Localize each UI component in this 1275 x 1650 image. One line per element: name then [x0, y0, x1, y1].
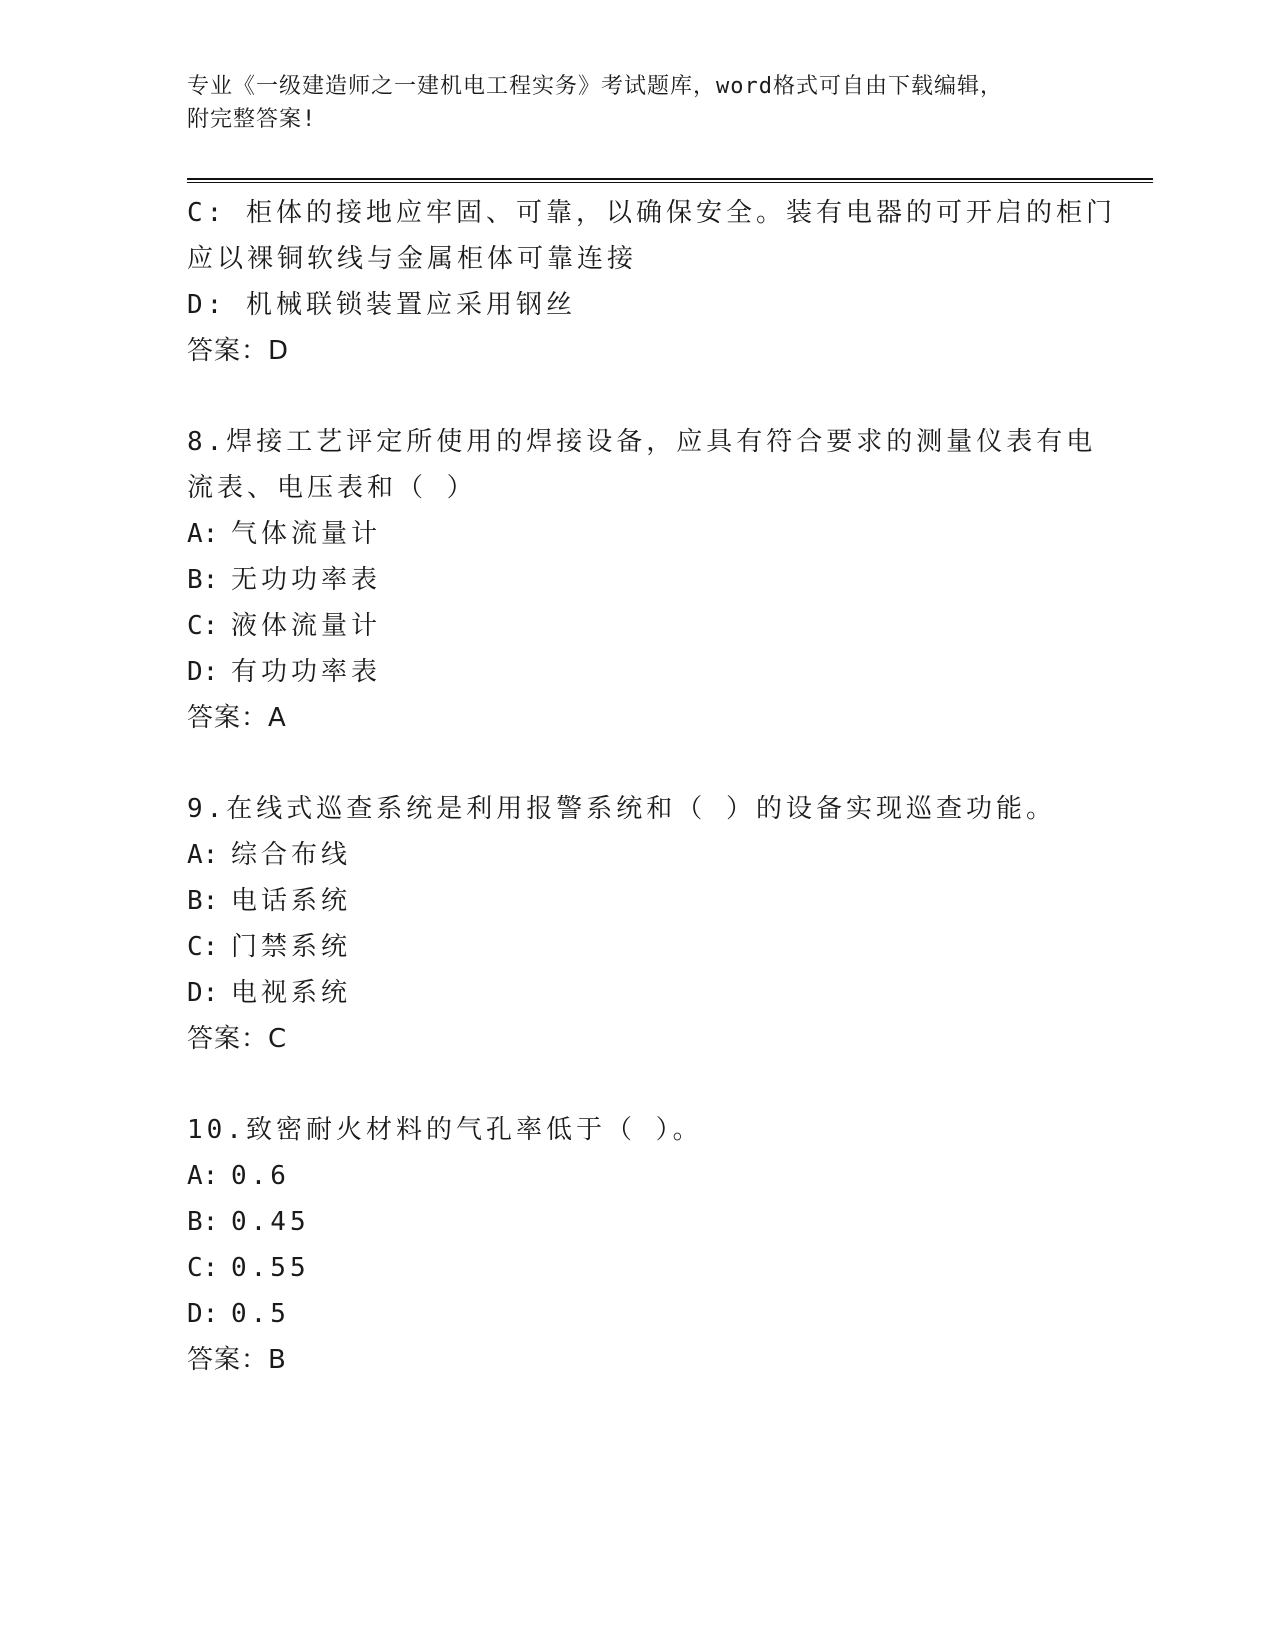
answer-line: 答案：B [187, 1345, 287, 1375]
option-b [187, 1199, 1087, 1245]
option-d [187, 649, 1087, 695]
spacer [187, 741, 1087, 786]
option-key: D: [187, 978, 219, 1008]
answer-line: 答案：D [187, 336, 290, 366]
option-c-line-2: 应以裸铜软线与金属柜体可靠连接 [187, 244, 638, 274]
spacer [187, 1062, 1087, 1107]
question-list [187, 190, 1116, 1383]
option-c [187, 1245, 1087, 1291]
question-stem-line-1: 9.在线式巡查系统是利用报警系统和（ ）的设备实现巡查功能。 [187, 794, 1056, 824]
document-header [187, 70, 1087, 136]
option-text: 有功功率表 [231, 657, 382, 687]
option-c-line-1: C: 柜体的接地应牢固、可靠，以确保安全。装有电器的可开启的柜门 [187, 198, 1116, 228]
option-c [187, 603, 1087, 649]
question-block-9 [187, 786, 1087, 1062]
header-divider-thin [187, 182, 1153, 183]
header-line-1: 专业《一级建造师之一建机电工程实务》考试题库，word格式可自由下载编辑， [187, 74, 1003, 99]
option-key: B: [187, 886, 219, 916]
question-stem-line-1: 10.致密耐火材料的气孔率低于（ ）。 [187, 1115, 703, 1145]
option-text: 0.45 [231, 1207, 310, 1237]
option-text: 无功功率表 [231, 565, 382, 595]
option-text: 综合布线 [231, 840, 352, 870]
option-text: 0.6 [231, 1161, 290, 1191]
answer-line: 答案：A [187, 703, 287, 733]
question-stem-line-1: 8.焊接工艺评定所使用的焊接设备，应具有符合要求的测量仪表有电 [187, 427, 1097, 457]
option-text: 0.5 [231, 1299, 290, 1329]
option-b [187, 557, 1087, 603]
question-block-10 [187, 1107, 1087, 1383]
question-stem-line-2: 流表、电压表和（ ） [187, 473, 477, 503]
option-key: A: [187, 519, 219, 549]
option-key: D: [187, 657, 219, 687]
option-text: 门禁系统 [231, 932, 352, 962]
option-key: D: [187, 1299, 219, 1329]
option-a [187, 832, 1087, 878]
option-text: 0.55 [231, 1253, 310, 1283]
option-d [187, 1291, 1087, 1337]
option-key: A: [187, 840, 219, 870]
header-line-2: 附完整答案! [187, 107, 317, 132]
option-d [187, 970, 1087, 1016]
option-key: C: [187, 1253, 219, 1283]
option-key: C: [187, 932, 219, 962]
answer-line: 答案：C [187, 1024, 288, 1054]
option-text: 电话系统 [231, 886, 352, 916]
option-a [187, 511, 1087, 557]
option-key: B: [187, 565, 219, 595]
option-key: C: [187, 611, 219, 641]
option-key: B: [187, 1207, 219, 1237]
option-text: 气体流量计 [231, 519, 382, 549]
option-c [187, 924, 1087, 970]
option-b [187, 878, 1087, 924]
option-a [187, 1153, 1087, 1199]
option-text: 液体流量计 [231, 611, 382, 641]
option-key: A: [187, 1161, 219, 1191]
question-block-8 [187, 419, 1097, 741]
option-text: 电视系统 [231, 978, 352, 1008]
option-d: D: 机械联锁装置应采用钢丝 [187, 290, 576, 320]
header-divider-thick [187, 178, 1153, 180]
question-block-7 [187, 190, 1116, 374]
spacer [187, 374, 1087, 419]
